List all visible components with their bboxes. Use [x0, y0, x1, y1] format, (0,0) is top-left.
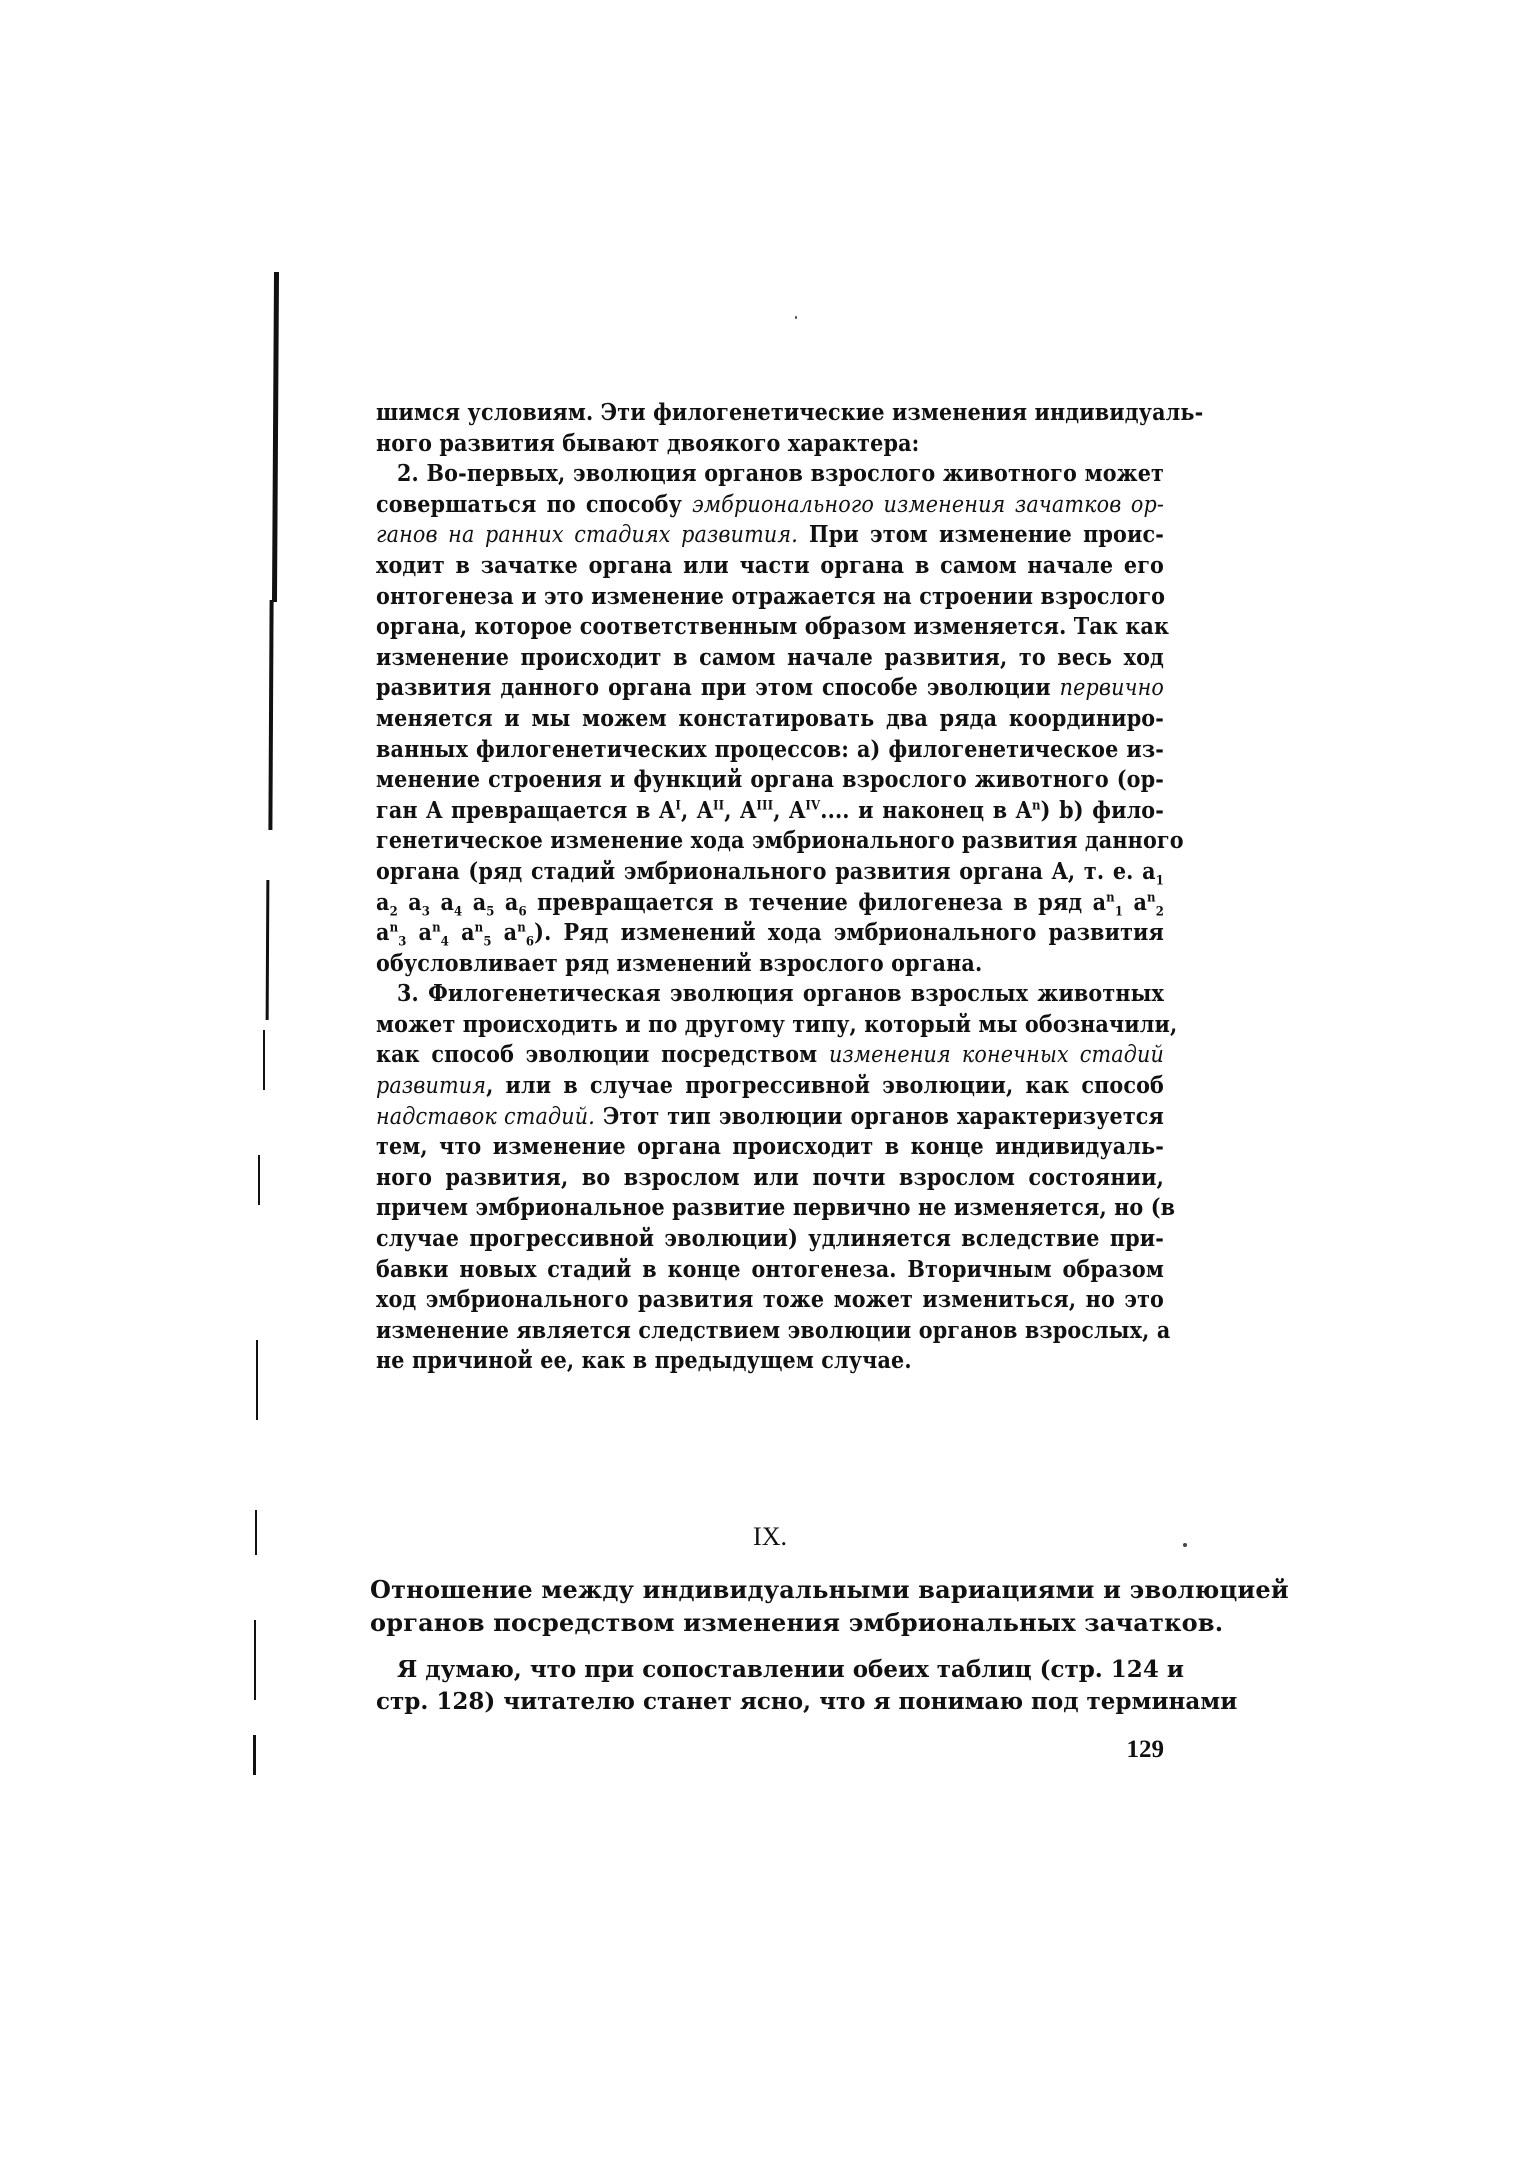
text-line: ного развития бывают двоякого характера: — [376, 429, 920, 457]
superscript: n — [474, 920, 484, 936]
text-run: совершаться по способу — [376, 490, 693, 518]
superscript: n — [432, 920, 441, 936]
binding-edge-line — [263, 1030, 265, 1090]
text-line — [376, 459, 1164, 490]
subscript: 3 — [398, 934, 407, 950]
subscript: 4 — [454, 904, 463, 920]
scan-speck — [1183, 1543, 1187, 1547]
binding-edge-line — [268, 600, 273, 830]
text-run: органа, которое соответственным образом изменяется. Так как — [376, 613, 1170, 641]
superscript: n — [389, 920, 399, 936]
superscript: IV — [805, 798, 821, 814]
section-title-line: органов посредством изменения эмбриональных зачатков. — [370, 1608, 1224, 1637]
binding-edge-line — [255, 1510, 257, 1555]
text-line — [376, 1010, 1178, 1041]
italic-run: первично — [1059, 675, 1164, 702]
subscript: 5 — [483, 934, 492, 950]
text-line — [376, 1102, 1164, 1133]
subscript: 2 — [389, 904, 398, 920]
superscript: III — [756, 798, 774, 814]
text-run: генетическое изменение хода эмбрионального развития данного — [376, 827, 1184, 855]
text-run: изменение является следствием эволюции органов взрослых, а — [376, 1316, 1171, 1344]
binding-edge-line — [272, 272, 279, 602]
binding-edge-line — [258, 1155, 260, 1205]
text-run: a — [449, 919, 475, 947]
text-line — [376, 1316, 1171, 1347]
text-line — [376, 551, 1164, 582]
subscript: 5 — [486, 904, 495, 920]
text-run: меняется и мы можем констатировать два ряда координиро- — [376, 704, 1164, 732]
text-run: как способ эволюции посредством — [376, 1041, 829, 1069]
section-number: IX. — [753, 1522, 787, 1551]
text-run: ). Ряд изменений хода эмбрионального развития — [534, 919, 1164, 947]
italic-run: надставок стадий. — [376, 1103, 595, 1130]
text-run: a — [494, 888, 519, 916]
text-run: , или в случае прогрессивной эволюции, как способ — [486, 1072, 1164, 1100]
text-run: бавки новых стадий в конце онтогенеза. Вторичным образом — [376, 1255, 1164, 1283]
binding-edge-line — [256, 1340, 258, 1420]
superscript: n — [1147, 889, 1156, 905]
subscript: 6 — [518, 904, 527, 920]
superscript: II — [713, 798, 725, 814]
binding-edge-line — [266, 880, 270, 1020]
superscript: n — [517, 920, 526, 936]
text-line — [376, 735, 1164, 766]
text-line — [376, 520, 1164, 551]
text-run: случае прогрессивной эволюции) удлиняется вследствие при- — [376, 1225, 1164, 1253]
text-run: может происходить и по другому типу, который мы обозначили, — [376, 1010, 1178, 1038]
page-body — [376, 398, 1204, 1377]
text-line — [376, 1224, 1164, 1255]
superscript: n — [1032, 798, 1041, 814]
superscript: n — [1106, 889, 1115, 905]
text-line — [376, 1285, 1164, 1316]
text-run: 2. Во-первых, эволюция органов взрослого животного может — [397, 460, 1164, 488]
text-line — [376, 1071, 1164, 1102]
section-title-line: Отношение между индивидуальными вариациями и эволюцией — [370, 1575, 1289, 1604]
text-line — [376, 826, 1184, 857]
text-run: a — [430, 888, 455, 916]
text-run: не причиной ее, как в предыдущем случае. — [376, 1347, 912, 1375]
text-line: Я думаю, что при сопоставлении обеих таблиц (стр. 124 и — [397, 1656, 1184, 1683]
text-line: шимся условиям. Эти филогенетические изменения индивидуаль- — [376, 399, 1204, 426]
italic-run: изменения конечных стадий — [828, 1042, 1164, 1069]
text-run: При этом изменение проис- — [797, 521, 1164, 549]
text-line — [376, 582, 1164, 613]
subscript: 1 — [1155, 873, 1164, 889]
text-run: изменение происходит в самом начале развития, то весь ход — [376, 643, 1164, 671]
page-number: 129 — [1126, 1736, 1164, 1763]
paragraph-item-2 — [376, 459, 1184, 979]
text-run: , A — [680, 796, 714, 824]
text-line — [376, 796, 1164, 827]
subscript: 2 — [1155, 904, 1164, 920]
text-line — [376, 979, 1164, 1010]
text-run: тем, что изменение органа происходит в конце индивидуаль- — [376, 1133, 1164, 1161]
italic-run: развития — [376, 1073, 487, 1100]
text-line — [376, 918, 1164, 949]
italic-run: ганов на ранних стадиях развития. — [376, 522, 798, 549]
paragraph-intro — [376, 398, 1204, 459]
text-line — [376, 704, 1164, 735]
text-line — [376, 888, 1164, 919]
text-line: стр. 128) читателю станет ясно, что я понимаю под терминами — [376, 1688, 1238, 1715]
scan-speck — [795, 316, 797, 319]
text-run: причем эмбриональное развитие первично не изменяется, но (в — [376, 1194, 1176, 1222]
italic-run: эмбрионального изменения зачатков ор- — [692, 491, 1164, 518]
superscript: I — [675, 798, 681, 814]
text-line — [376, 1193, 1176, 1224]
text-run: a — [397, 888, 422, 916]
text-line — [376, 765, 1164, 796]
text-run: .... и наконец в A — [820, 796, 1033, 824]
text-run: a — [376, 888, 390, 916]
text-run: превращается в течение филогенеза в ряд a — [526, 888, 1107, 916]
text-run: a — [406, 919, 433, 947]
text-run: ванных филогенетических процессов: a) филогенетическое из- — [376, 735, 1164, 763]
text-run: ) b) фило- — [1040, 796, 1165, 824]
text-run: обусловливает ряд изменений взрослого органа. — [376, 949, 983, 977]
text-run: органа (ряд стадий эмбрионального развития органа A, т. е. a — [376, 857, 1156, 885]
subscript: 3 — [421, 904, 431, 920]
text-run: ган A превращается в A — [376, 796, 676, 824]
text-line — [376, 673, 1164, 704]
text-run: развития данного органа при этом способе эволюции — [376, 674, 1060, 702]
text-run: менение строения и функций органа взрослого животного (ор- — [376, 766, 1164, 794]
text-run: a — [1123, 888, 1148, 916]
text-run: , A — [773, 796, 806, 824]
text-line — [376, 490, 1164, 521]
subscript: 1 — [1114, 904, 1124, 920]
paragraph-item-3 — [376, 979, 1178, 1377]
text-line — [376, 949, 1164, 980]
text-run: a — [462, 888, 487, 916]
paragraph-closing — [376, 1654, 1238, 1718]
binding-edge-line — [253, 1735, 256, 1775]
text-line — [376, 1163, 1164, 1194]
text-line — [376, 857, 1164, 888]
text-run: a — [376, 919, 390, 947]
text-line — [376, 1255, 1164, 1286]
text-run: Этот тип эволюции органов характеризуется — [594, 1102, 1164, 1130]
text-line — [376, 643, 1164, 674]
text-run: ного развития, во взрослом или почти взрослом состоянии, — [376, 1163, 1164, 1191]
subscript: 4 — [440, 934, 450, 950]
text-line — [376, 1346, 1164, 1377]
subscript: 6 — [525, 934, 535, 950]
text-run: , A — [724, 796, 757, 824]
text-line — [376, 612, 1170, 643]
text-line — [376, 1040, 1164, 1071]
text-run: ходит в зачатке органа или части органа в самом начале его — [376, 551, 1164, 579]
text-line — [376, 1132, 1164, 1163]
binding-edge-line — [254, 1620, 256, 1700]
section-title — [370, 1573, 1289, 1639]
text-run: a — [491, 919, 518, 947]
text-run: ход эмбрионального развития тоже может измениться, но это — [376, 1286, 1164, 1314]
text-run: онтогенеза и это изменение отражается на строении взрослого — [376, 582, 1166, 610]
text-run: 3. Филогенетическая эволюция органов взрослых животных — [397, 980, 1164, 1008]
